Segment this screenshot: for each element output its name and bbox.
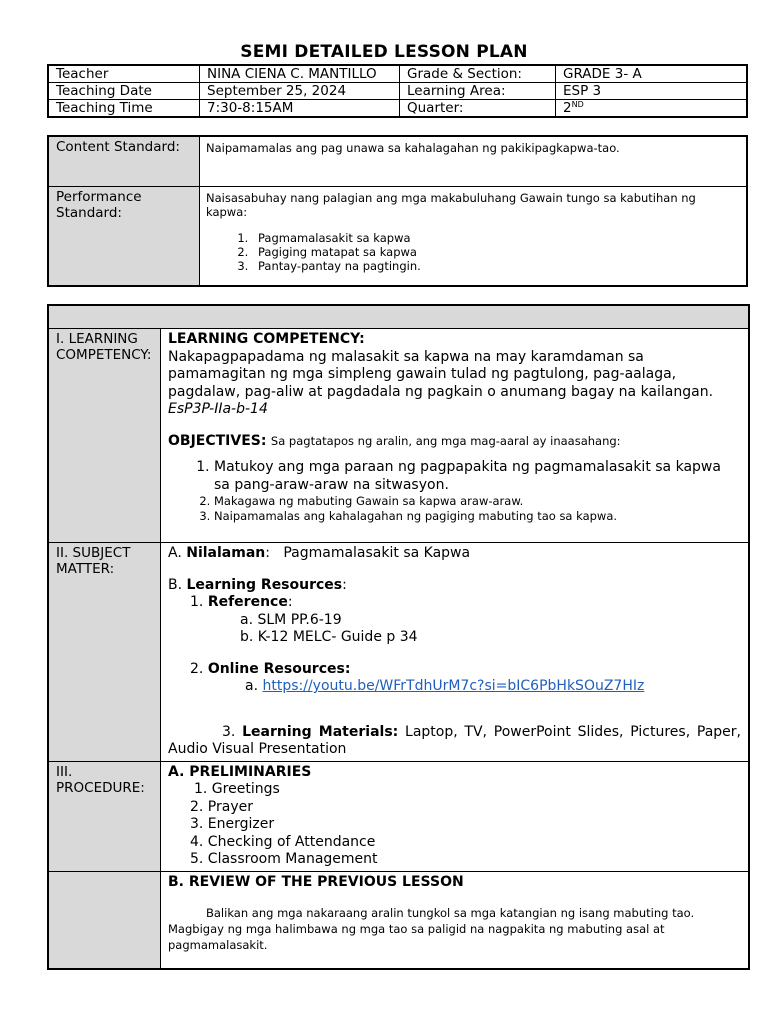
area-label: Learning Area: [400, 83, 556, 100]
preliminary-item: 1. Greetings [194, 781, 280, 797]
youtube-link[interactable]: https://youtu.be/WFrTdhUrM7c?si=bIC6PbHkSOuZ7HIz [262, 678, 645, 694]
objectives-heading: OBJECTIVES: [168, 432, 267, 449]
objectives-list [168, 458, 741, 524]
performance-list [206, 231, 740, 273]
performance-item: 2. Pagiging matapat sa kapwa [252, 245, 740, 259]
time-value: 7:30-8:15AM [200, 100, 400, 118]
preliminaries-section [161, 761, 750, 871]
header-info-table [47, 64, 748, 118]
objectives-line [168, 433, 741, 451]
quarter-value [556, 100, 748, 118]
competency-code: EsP3P-IIa-b-14 [168, 401, 268, 417]
reference-label: Reference [207, 594, 288, 610]
procedure-continued-label [48, 871, 161, 969]
preliminary-item: 5. Classroom Management [190, 851, 378, 867]
preliminaries-heading: A. PRELIMINARIES [168, 763, 312, 780]
date-label: Teaching Date [48, 83, 200, 100]
objective-item: 1. Matukoy ang mga paraan ng pagpapakita ng pagmamalasakit sa kapwa sa pang-araw-araw na sitwasyon. [214, 458, 741, 494]
date-value: September 25, 2024 [200, 83, 400, 100]
reference-item: a. SLM PP.6-19 [240, 611, 342, 628]
objectives-intro: Sa pagtatapos ng aralin, ang mga mag-aaral ay inaasahang: [270, 433, 621, 448]
standards-table [47, 135, 748, 287]
preliminary-item: 4. Checking of Attendance [190, 833, 376, 850]
materials-line: 3. Learning Materials: Laptop, TV, PowerPoint Slides, Pictures, Paper, Audio Visual Presentation [168, 723, 741, 757]
reference-line: 1. Reference: [190, 594, 293, 610]
resources-label: Learning Resources [186, 576, 343, 593]
header-band [48, 305, 749, 329]
competency-section [161, 329, 750, 543]
quarter-suffix: ND [571, 100, 584, 109]
subject-matter-label: II. SUBJECT MATTER: [48, 543, 161, 762]
lesson-table [47, 304, 750, 970]
content-standard-label: Content Standard: [48, 136, 200, 186]
performance-intro: Naisasabuhay nang palagian ang mga makabuluhang Gawain tungo sa kabutihan ng kapwa: [206, 190, 696, 219]
content-standard-text: Naipamamalas ang pag unawa sa kahalagahan ng pakikipagkapwa-tao. [200, 136, 748, 186]
online-resources-line: 2. Online Resources: [190, 660, 351, 677]
page-title: SEMI DETAILED LESSON PLAN [240, 42, 528, 62]
performance-item: 1. Pagmamalasakit sa kapwa [252, 231, 740, 245]
online-resources-label: Online Resources: [207, 660, 351, 677]
quarter-number: 2 [563, 100, 572, 116]
teacher-label: Teacher [48, 65, 200, 83]
time-label: Teaching Time [48, 100, 200, 118]
review-heading: B. REVIEW OF THE PREVIOUS LESSON [168, 873, 464, 890]
content-label: Nilalaman [186, 545, 266, 561]
performance-item: 3. Pantay-pantay na pagtingin. [252, 259, 740, 273]
teacher-value: NINA CIENA C. MANTILLO [200, 65, 400, 83]
review-text: Balikan ang mga nakaraang aralin tungkol sa mga katangian ng isang mabuting tao. Magbigay ng mga halimbawa ng mga tao sa paligid na nagpakita ng mabuting asal at pagmamalasakit. [168, 906, 695, 952]
area-value: ESP 3 [556, 83, 748, 100]
competency-text: Nakapagpapadama ng malasakit sa kapwa na may karamdaman sa pamamagitan ng mga simpleng gawain tulad ng pagtulong, pag-aalaga, pagdalaw, pag-aliw at pagdadala ng pagkain o anumang bagay na kailangan. [168, 348, 714, 400]
preliminary-item: 3. Energizer [190, 816, 275, 832]
content-line: A. Nilalaman: Pagmamalasakit sa Kapwa [168, 545, 471, 561]
review-section [161, 871, 750, 969]
resources-line: B. Learning Resources: [168, 576, 347, 593]
content-value: Pagmamalasakit sa Kapwa [283, 545, 471, 561]
subject-matter-section [161, 543, 750, 762]
performance-standard-label: Performance Standard: [48, 186, 200, 286]
online-link-line: a. https://youtu.be/WFrTdhUrM7c?si=bIC6PbHkSOuZ7HIz [245, 678, 645, 694]
competency-heading: LEARNING COMPETENCY: [168, 331, 365, 347]
grade-value: GRADE 3- A [556, 65, 748, 83]
objective-item: 2. Makagawa ng mabuting Gawain sa kapwa araw-araw. [214, 494, 741, 509]
grade-label: Grade & Section: [400, 65, 556, 83]
procedure-label: III. PROCEDURE: [48, 761, 161, 871]
competency-label: I. LEARNING COMPETENCY: [48, 329, 161, 543]
materials-value: Laptop, TV, PowerPoint Slides, Pictures, Paper, Audio Visual Presentation [168, 723, 741, 757]
performance-standard [200, 186, 748, 286]
materials-label: Learning Materials: [242, 723, 399, 740]
preliminary-item: 2. Prayer [190, 798, 253, 815]
objective-item: 3. Naipamamalas ang kahalagahan ng pagiging mabuting tao sa kapwa. [214, 509, 741, 524]
reference-item: b. K-12 MELC- Guide p 34 [240, 629, 418, 645]
quarter-label: Quarter: [400, 100, 556, 118]
